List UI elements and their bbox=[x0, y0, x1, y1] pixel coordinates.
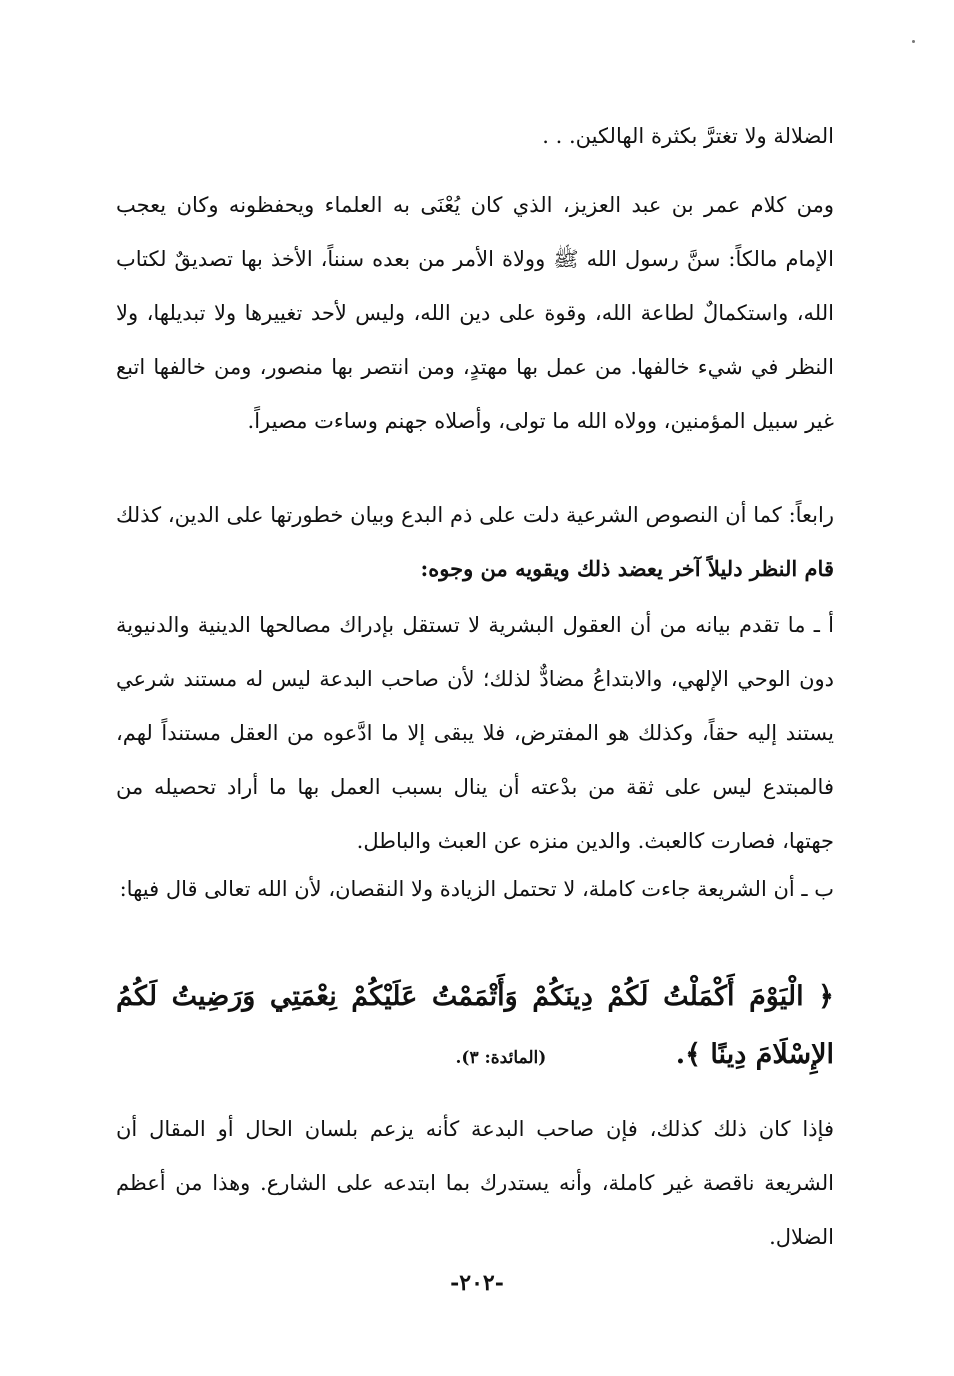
paragraph-conclusion: فإذا كان ذلك كذلك، فإن صاحب البدعة كأنه يزعم بلسان الحال أو المقال أن الشريعة ناقصة غير كاملة، وأنه يستدرك بما ابتدعه على الشارع. وهذا من أعظم الضلال. bbox=[116, 1117, 834, 1249]
paragraph-fourthly bbox=[116, 488, 834, 596]
paragraph-fourthly-bold: قام النظر دليلاً آخر يعضد ذلك ويقويه من وجوه: bbox=[420, 556, 834, 581]
quran-verse-text: ﴿ الْيَوْمَ أَكْمَلْتُ لَكُمْ دِينَكُمْ وَأَتْمَمْتُ عَلَيْكُمْ نِعْمَتِي وَرَضِيتُ لَكُمُ الإِسْلَامَ دِينًا ﴾. bbox=[116, 981, 834, 1070]
paragraph-point-b: ب ـ أن الشريعة جاءت كاملة، لا تحتمل الزيادة ولا النقصان، لأن الله تعالى قال فيها: bbox=[119, 877, 834, 901]
paragraph-point-a: أ ـ ما تقدم بيانه من أن العقول البشرية لا تستقل بإدراك مصالحها الدينية والدنيوية دون الوحي الإلهي، والابتداعُ مضادٌّ لذلك؛ لأن صاحب البدعة ليس له مستند شرعي يستند إليه حقاً، وكذلك هو المفترض، فلا يبقى إلا ما ادَّعوه من العقل مستنداً لهم، فالمبتدع ليس على ثقة من بدْعته أن ينال بسبب العمل بها ما أراد تحصيله من جهتها، فصارت كالعبث. والدين منزه عن العبث والباطل. bbox=[116, 613, 834, 853]
paragraph-fourthly-lead: رابعاً: كما أن النصوص الشرعية دلت على ذم البدع وبيان خطورتها على الدين، كذلك bbox=[116, 503, 834, 527]
quran-verse-reference: (المائدة: ٣). bbox=[455, 1048, 547, 1068]
page-number: -٢٠٢- bbox=[450, 1270, 504, 1296]
continued-line: الضلالة ولا تغترَّ بكثرة الهالكين. . . bbox=[542, 124, 834, 148]
paragraph-umar-quote: ومن كلام عمر بن عبد العزيز، الذي كان يُعْنَى به العلماء ويحفظونه وكان يعجب الإمام مالكاً: سنَّ رسول الله ﷺ وولاة الأمر من بعده سنناً، الأخذ بها تصديقٌ لكتاب الله، واستكمالٌ لطاعة الله، وقوة على دين الله، وليس لأحد تغييرها ولا تبديلها، ولا النظر في شيء خالفها. من عمل بها مهتدٍ، ومن انتصر بها منصور، ومن خالفها اتبع غير سبيل المؤمنين، وولاه الله ما تولى، وأصلاه جهنم وساءت مصيراً. bbox=[116, 193, 834, 433]
scan-speck bbox=[912, 40, 915, 43]
quran-verse bbox=[116, 968, 834, 1087]
